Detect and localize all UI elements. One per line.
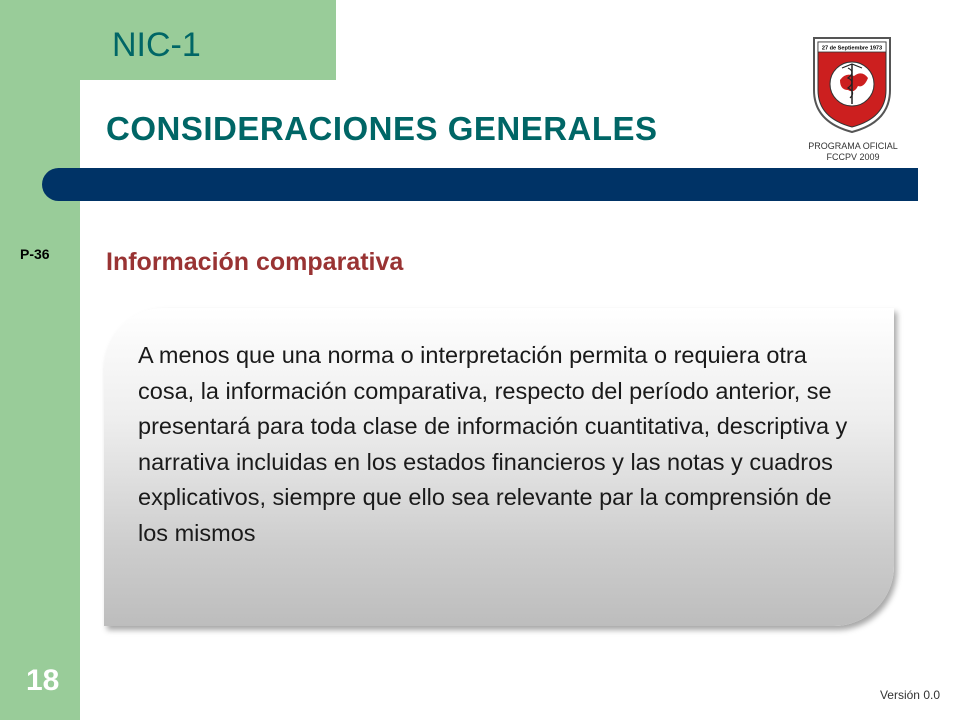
section-heading: Información comparativa (106, 248, 404, 276)
program-label-line2: FCCPV 2009 (826, 152, 880, 162)
body-text: A menos que una norma o interpretación permita o requiera otra cosa, la información comparativa, respecto del período anterior, se presentará para toda clase de información cuantitativa, descriptiva y narrativa incluidas en los estados financieros y las notas y cuadros explicativos, siempre que ello sea relevante par la comprensión de los mismos (138, 342, 848, 546)
page-reference: P-36 (20, 246, 50, 262)
page-title: CONSIDERACIONES GENERALES (106, 110, 658, 147)
standard-code: NIC-1 (112, 26, 201, 64)
content-box (104, 308, 894, 626)
fccpv-emblem-logo (810, 34, 894, 134)
slide-number: 18 (26, 664, 60, 697)
program-label-line1: PROGRAMA OFICIAL (808, 141, 898, 151)
title-divider-bar (42, 168, 918, 201)
emblem-date-text: 27 de Septiembre 1973 (821, 45, 883, 52)
left-green-band (0, 0, 80, 720)
program-label (790, 141, 916, 163)
version-label: Versión 0.0 (879, 688, 940, 702)
